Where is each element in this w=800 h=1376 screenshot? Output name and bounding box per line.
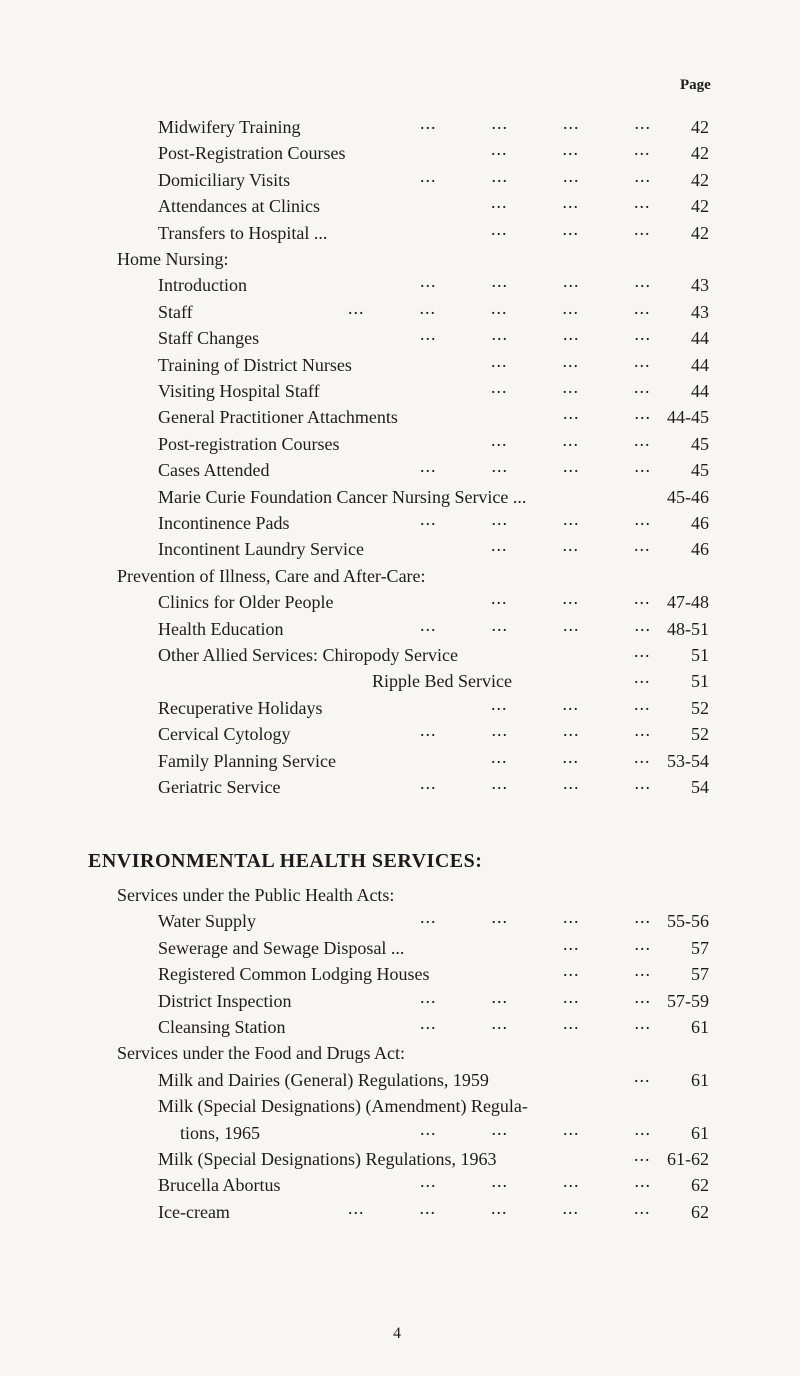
toc-leader-dots: ... ... ... ...: [420, 165, 651, 186]
toc-page-number: 44: [691, 381, 709, 401]
toc-entry-title: Sewerage and Sewage Disposal ...: [158, 937, 405, 958]
toc-entry-title: Registered Common Lodging Houses: [158, 964, 430, 985]
toc-leader-dots: ... ... ... ...: [420, 907, 651, 928]
toc-leader-dots: ... ... ... ...: [420, 113, 651, 133]
toc-leader-dots: ...: [634, 1065, 651, 1086]
toc-entry-title: Milk (Special Designations) Regulations, 1963: [158, 1149, 497, 1169]
toc-page-number: 51: [691, 645, 709, 665]
toc-entry-title: Milk and Dairies (General) Regulations, 1959: [158, 1069, 489, 1090]
toc-leader-dots: ... ...: [563, 933, 651, 954]
toc-entry-title: Clinics for Older People: [158, 592, 334, 613]
toc-entry-title: Ice-cream: [158, 1201, 230, 1222]
toc-entry-title: Cervical Cytology: [158, 724, 291, 745]
toc-leader-dots: ... ... ...: [491, 139, 651, 160]
toc-entry-title: Visiting Hospital Staff: [158, 381, 320, 401]
toc-entry: [158, 1199, 709, 1225]
toc-page-number: 51: [691, 671, 709, 692]
toc-leader-dots: ... ... ... ...: [420, 986, 651, 1007]
toc-leader-dots: ... ... ... ...: [420, 720, 651, 741]
toc-leader-dots: ...: [634, 641, 651, 661]
toc-page-number: 61: [691, 1122, 709, 1143]
toc-entry: [158, 457, 709, 483]
toc-entry: [180, 1120, 709, 1146]
toc-page-number: 42: [691, 196, 709, 217]
toc-entry: [158, 536, 709, 562]
toc-leader-dots: ... ... ...: [491, 588, 651, 609]
toc-leader-dots: ... ...: [563, 403, 651, 424]
toc-entry-title: Recuperative Holidays: [158, 697, 323, 718]
toc-entry-title: Health Education: [158, 618, 284, 639]
toc-page-number: 54: [691, 777, 709, 797]
toc-page-number: 43: [691, 301, 709, 322]
toc-page-number: 61: [691, 1069, 709, 1090]
toc-page-number: 53-54: [667, 750, 709, 771]
toc-page-number: 55-56: [667, 911, 709, 932]
toc-page-number: 48-51: [667, 618, 709, 639]
toc-leader-dots: ... ... ...: [491, 746, 651, 767]
toc-page-number: 44-45: [667, 407, 709, 428]
toc-page-number: 45-46: [667, 486, 709, 507]
toc-entry-title: Post-registration Courses: [158, 433, 340, 454]
toc-entry-title: Milk (Special Designations) (Amendment) Regula-: [158, 1096, 528, 1117]
toc-entry-title: Cleansing Station: [158, 1017, 286, 1037]
toc-leader-dots: ...: [634, 1145, 651, 1165]
toc-entry-title: Attendances at Clinics: [158, 196, 320, 217]
toc-entry-title: General Practitioner Attachments: [158, 407, 398, 428]
toc-page-number: 42: [691, 222, 709, 243]
toc-page-number: 52: [691, 697, 709, 718]
toc-entry-title: Brucella Abortus: [158, 1175, 281, 1196]
toc-entry-title: Cases Attended: [158, 460, 270, 481]
toc-entry: [158, 1014, 709, 1040]
toc-leader-dots: ... ... ...: [491, 693, 651, 714]
toc-page-number: 44: [691, 354, 709, 375]
toc-entry-title: Ripple Bed Service: [372, 671, 512, 692]
toc-leader-dots: ...: [634, 667, 651, 688]
toc-page-number: 62: [691, 1201, 709, 1222]
toc-page-number: 43: [691, 275, 709, 296]
toc-leader-dots: ... ... ... ...: [420, 456, 651, 477]
toc-entry-title: Geriatric Service: [158, 777, 281, 797]
page-number: 4: [393, 1325, 401, 1342]
toc-entry-title: Introduction: [158, 275, 247, 296]
toc-page-number: 57-59: [667, 990, 709, 1011]
toc-entry-title: District Inspection: [158, 990, 292, 1011]
toc-leader-dots: ... ... ...: [491, 377, 651, 397]
toc-page-number: 46: [691, 539, 709, 560]
page-column-label: Page: [680, 77, 711, 93]
toc-leader-dots: ... ... ... ...: [420, 773, 651, 793]
toc-entry: [158, 642, 709, 668]
toc-page-number: 46: [691, 513, 709, 533]
toc-leader-dots: ... ... ... ... ...: [348, 1197, 651, 1218]
toc-leader-dots: ... ... ... ... ...: [348, 297, 651, 318]
toc-entry-title: Training of District Nurses: [158, 354, 352, 375]
toc-page-number: 42: [691, 143, 709, 164]
toc-entry-title: Incontinent Laundry Service: [158, 539, 364, 560]
toc-entry-title: Staff: [158, 301, 193, 322]
toc-entry-title: Prevention of Illness, Care and After-Care:: [117, 565, 426, 586]
toc-entry-title: Other Allied Services: Chiropody Service: [158, 645, 458, 665]
toc-entry-title: Staff Changes: [158, 328, 260, 349]
toc-leader-dots: ... ... ...: [491, 429, 651, 450]
toc-leader-dots: ... ...: [563, 960, 651, 981]
toc-entry-title: Transfers to Hospital ...: [158, 222, 328, 243]
toc-entry-title: Family Planning Service: [158, 750, 336, 771]
toc-leader-dots: ... ... ...: [491, 218, 651, 239]
toc-page-number: 44: [691, 328, 709, 349]
toc-page-number: 47-48: [667, 592, 709, 613]
toc-entry-title: Midwifery Training: [158, 117, 301, 137]
toc-entry-title: Post-Registration Courses: [158, 143, 346, 164]
toc-page-number: 52: [691, 724, 709, 745]
toc-leader-dots: ... ... ... ...: [420, 1013, 651, 1033]
toc-page-number: 61-62: [667, 1149, 709, 1169]
toc-entry: [158, 1067, 709, 1093]
toc-entry: [158, 220, 709, 246]
toc-page-number: 42: [691, 117, 709, 137]
environmental-health-heading: ENVIRONMENTAL HEALTH SERVICES:: [88, 850, 483, 872]
toc-entry: [158, 774, 709, 800]
toc-page-number: 42: [691, 169, 709, 190]
toc-leader-dots: ... ... ... ...: [420, 614, 651, 635]
toc-entry-title: tions, 1965: [180, 1122, 261, 1143]
toc-group-heading: [117, 1040, 709, 1066]
toc-entry-title: Services under the Food and Drugs Act:: [117, 1043, 405, 1064]
toc-page-number: 57: [691, 937, 709, 958]
toc-leader-dots: ... ... ... ...: [420, 324, 651, 345]
toc-entry-title: Marie Curie Foundation Cancer Nursing Service ...: [158, 486, 527, 507]
toc-page-number: 45: [691, 460, 709, 481]
toc-entry-title: Incontinence Pads: [158, 513, 290, 533]
toc-entry-title: Services under the Public Health Acts:: [117, 885, 395, 905]
toc-leader-dots: ... ... ... ...: [420, 509, 651, 529]
toc-leader-dots: ... ... ... ...: [420, 1118, 651, 1139]
toc-leader-dots: ... ... ...: [491, 350, 651, 371]
toc-entry: [158, 616, 709, 642]
toc-page-number: 61: [691, 1017, 709, 1037]
toc-leader-dots: ... ... ... ...: [420, 271, 651, 292]
toc-leader-dots: ... ... ...: [491, 192, 651, 213]
toc-leader-dots: ... ... ...: [491, 535, 651, 556]
toc-entry-title: Water Supply: [158, 911, 257, 932]
toc-entry-title: Home Nursing:: [117, 249, 229, 269]
toc-page-number: 57: [691, 964, 709, 985]
toc-page-number: 62: [691, 1175, 709, 1196]
toc-page-number: 45: [691, 433, 709, 454]
toc-leader-dots: ... ... ... ...: [420, 1171, 651, 1192]
toc-entry-title: Domiciliary Visits: [158, 169, 291, 190]
